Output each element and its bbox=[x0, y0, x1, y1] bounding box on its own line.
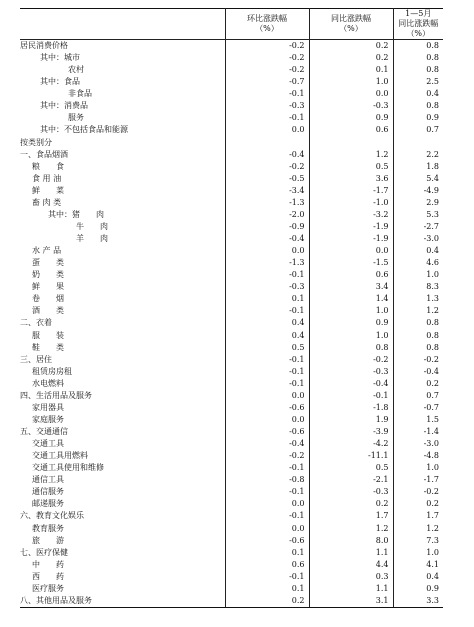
cell-mom: -0.1 bbox=[225, 305, 309, 317]
cell-mom: -0.1 bbox=[225, 354, 309, 366]
cell-yoy: 0.6 bbox=[309, 269, 393, 281]
row-label: 中 药 bbox=[20, 559, 225, 571]
row-label: 租赁房房租 bbox=[20, 366, 225, 378]
cell-yoy: 0.3 bbox=[309, 571, 393, 583]
cell-ytd: 4.1 bbox=[426, 559, 439, 569]
cell-mom: -1.3 bbox=[225, 257, 309, 269]
cell-ytd: 0.7 bbox=[426, 390, 439, 400]
cell-yoy: 0.9 bbox=[309, 317, 393, 329]
row-label: 通信服务 bbox=[20, 486, 225, 498]
cell-ytd: 2.5 bbox=[426, 77, 439, 87]
cell-ytd: -0.2 bbox=[423, 354, 439, 364]
table-row bbox=[20, 595, 443, 608]
table-row bbox=[20, 390, 443, 402]
cell-yoy: 0.0 bbox=[309, 245, 393, 257]
table-row bbox=[20, 293, 443, 305]
cell-yoy: -4.2 bbox=[309, 438, 393, 450]
cell-ytd: -0.7 bbox=[423, 402, 439, 412]
cell-yoy: 0.9 bbox=[309, 112, 393, 124]
cell-yoy: 1.2 bbox=[309, 523, 393, 535]
cell-yoy: 1.0 bbox=[309, 305, 393, 317]
cell-mom: -0.3 bbox=[225, 281, 309, 293]
table-row bbox=[20, 571, 443, 583]
cell-ytd: 8.3 bbox=[426, 282, 439, 292]
cell-ytd: 3.3 bbox=[393, 595, 443, 608]
cell-ytd: 1.0 bbox=[426, 270, 439, 280]
row-label: 西 药 bbox=[20, 571, 225, 583]
table-row bbox=[20, 40, 443, 53]
table-row bbox=[20, 221, 443, 233]
cell-mom bbox=[225, 137, 309, 149]
cell-yoy: 1.7 bbox=[309, 510, 393, 522]
table-row bbox=[20, 257, 443, 269]
cell-ytd: 0.8 bbox=[426, 65, 439, 75]
cell-mom: -0.1 bbox=[225, 366, 309, 378]
table-row bbox=[20, 76, 443, 88]
cpi-table bbox=[20, 8, 443, 608]
cell-mom: -0.2 bbox=[225, 161, 309, 173]
cell-ytd: 0.4 bbox=[426, 246, 439, 256]
table-row bbox=[20, 52, 443, 64]
row-label: 七、医疗保健 bbox=[20, 547, 225, 559]
table-row bbox=[20, 281, 443, 293]
cell-ytd: 1.2 bbox=[426, 306, 439, 316]
cell-mom: 0.1 bbox=[225, 547, 309, 559]
cell-yoy: 0.2 bbox=[309, 498, 393, 510]
table-row bbox=[20, 317, 443, 329]
cell-ytd: 0.8 bbox=[426, 41, 439, 51]
cell-mom: 0.1 bbox=[225, 583, 309, 595]
cell-mom: 0.0 bbox=[225, 390, 309, 402]
row-label: 服 装 bbox=[20, 330, 225, 342]
cell-ytd: 1.2 bbox=[426, 523, 439, 533]
row-label: 水 产 品 bbox=[20, 245, 225, 257]
cell-mom: -0.5 bbox=[225, 173, 309, 185]
cell-yoy: -3.9 bbox=[309, 426, 393, 438]
cell-mom: 0.5 bbox=[225, 342, 309, 354]
cell-yoy: 8.0 bbox=[309, 535, 393, 547]
row-label: 一、食品烟酒 bbox=[20, 149, 225, 161]
cell-mom: 0.6 bbox=[225, 559, 309, 571]
row-label: 八、其他用品及服务 bbox=[20, 595, 225, 608]
cell-ytd: 2.2 bbox=[426, 149, 439, 159]
row-label: 交通工具用燃料 bbox=[20, 450, 225, 462]
table-row bbox=[20, 197, 443, 209]
cell-yoy: 0.0 bbox=[309, 88, 393, 100]
cell-ytd: 4.6 bbox=[426, 258, 439, 268]
cell-yoy: 4.4 bbox=[309, 559, 393, 571]
cell-mom: 0.0 bbox=[225, 414, 309, 426]
row-label: 其中：不包括食品和能源 bbox=[20, 124, 225, 136]
row-label: 鲜 果 bbox=[20, 281, 225, 293]
cell-ytd: 0.8 bbox=[426, 330, 439, 340]
header-category bbox=[20, 9, 225, 40]
table-row bbox=[20, 523, 443, 535]
table-row bbox=[20, 450, 443, 462]
cell-ytd: -1.7 bbox=[423, 475, 439, 485]
row-label: 羊 肉 bbox=[20, 233, 225, 245]
table-row bbox=[20, 438, 443, 450]
cell-mom: -3.4 bbox=[225, 185, 309, 197]
cell-ytd: 1.8 bbox=[426, 161, 439, 171]
table-row bbox=[20, 366, 443, 378]
cell-mom: -0.1 bbox=[225, 510, 309, 522]
cell-mom: 0.4 bbox=[225, 317, 309, 329]
table-row bbox=[20, 330, 443, 342]
header-ytd bbox=[393, 9, 443, 40]
cell-ytd: 0.9 bbox=[426, 583, 439, 593]
table-row bbox=[20, 161, 443, 173]
cell-yoy: -0.1 bbox=[309, 390, 393, 402]
cell-yoy: 1.2 bbox=[309, 149, 393, 161]
cell-yoy bbox=[309, 137, 393, 149]
cell-yoy: -0.3 bbox=[309, 486, 393, 498]
table-row bbox=[20, 535, 443, 547]
header-mom bbox=[225, 9, 309, 40]
cell-yoy: -3.2 bbox=[309, 209, 393, 221]
cell-yoy: -1.0 bbox=[309, 197, 393, 209]
header-ytd-line-1: 1—5月 bbox=[405, 9, 432, 18]
cell-ytd bbox=[393, 137, 443, 149]
table-header-row bbox=[20, 9, 443, 40]
cell-ytd: -4.8 bbox=[423, 451, 439, 461]
table-row bbox=[20, 185, 443, 197]
cell-ytd: 1.0 bbox=[426, 463, 439, 473]
cell-ytd: -2.7 bbox=[423, 221, 439, 231]
cell-ytd: 1.7 bbox=[426, 511, 439, 521]
row-label: 交通工具使用和维修 bbox=[20, 462, 225, 474]
cell-mom: -0.1 bbox=[225, 462, 309, 474]
cell-yoy: -0.3 bbox=[309, 366, 393, 378]
cell-ytd: 0.4 bbox=[426, 571, 439, 581]
cell-yoy: 3.1 bbox=[309, 595, 393, 608]
cell-ytd: 1.3 bbox=[426, 294, 439, 304]
row-label: 通信工具 bbox=[20, 474, 225, 486]
row-label: 三、居住 bbox=[20, 354, 225, 366]
row-label: 其中：消费品 bbox=[20, 100, 225, 112]
cell-ytd: 0.7 bbox=[426, 125, 439, 135]
cell-ytd: 0.9 bbox=[426, 113, 439, 123]
cell-mom: -0.1 bbox=[225, 486, 309, 498]
table-row bbox=[20, 149, 443, 161]
cell-ytd: 1.5 bbox=[426, 414, 439, 424]
row-label: 奶 类 bbox=[20, 269, 225, 281]
table-row bbox=[20, 100, 443, 112]
table-row bbox=[20, 354, 443, 366]
row-label: 水电燃料 bbox=[20, 378, 225, 390]
cell-mom: -0.6 bbox=[225, 402, 309, 414]
table-row bbox=[20, 112, 443, 124]
cell-ytd: 1.0 bbox=[426, 547, 439, 557]
cell-yoy: -1.9 bbox=[309, 221, 393, 233]
cell-mom: 0.0 bbox=[225, 523, 309, 535]
cell-yoy: -1.8 bbox=[309, 402, 393, 414]
row-label: 其中：食品 bbox=[20, 76, 225, 88]
cpi-table-container bbox=[20, 8, 443, 608]
table-row bbox=[20, 269, 443, 281]
cell-mom: 0.0 bbox=[225, 124, 309, 136]
table-row bbox=[20, 305, 443, 317]
row-label: 牛 肉 bbox=[20, 221, 225, 233]
cell-ytd: 2.9 bbox=[426, 197, 439, 207]
cell-mom: -0.4 bbox=[225, 233, 309, 245]
table-row bbox=[20, 426, 443, 438]
cell-ytd: -1.4 bbox=[423, 427, 439, 437]
cell-mom: -1.3 bbox=[225, 197, 309, 209]
row-label: 教育服务 bbox=[20, 523, 225, 535]
cell-yoy: -11.1 bbox=[309, 450, 393, 462]
table-row bbox=[20, 559, 443, 571]
cell-mom: -0.1 bbox=[225, 378, 309, 390]
row-label: 畜 肉 类 bbox=[20, 197, 225, 209]
table-row bbox=[20, 486, 443, 498]
cell-mom: -0.2 bbox=[225, 64, 309, 76]
cell-ytd: 5.3 bbox=[426, 209, 439, 219]
cell-mom: -0.3 bbox=[225, 100, 309, 112]
table-row bbox=[20, 342, 443, 354]
cell-mom: 0.4 bbox=[225, 330, 309, 342]
cell-ytd: 5.4 bbox=[426, 173, 439, 183]
table-row bbox=[20, 124, 443, 136]
table-row bbox=[20, 209, 443, 221]
row-label: 农村 bbox=[20, 64, 225, 76]
cell-ytd: 0.4 bbox=[426, 89, 439, 99]
row-label: 服务 bbox=[20, 112, 225, 124]
row-label: 居民消费价格 bbox=[20, 40, 225, 53]
row-label: 非食品 bbox=[20, 88, 225, 100]
table-row bbox=[20, 64, 443, 76]
cell-ytd: 7.3 bbox=[426, 535, 439, 545]
cell-mom: 0.0 bbox=[225, 245, 309, 257]
cell-yoy: 1.0 bbox=[309, 330, 393, 342]
table-row bbox=[20, 510, 443, 522]
cell-ytd: -3.0 bbox=[423, 439, 439, 449]
row-label: 食 用 油 bbox=[20, 173, 225, 185]
cell-ytd: 0.8 bbox=[426, 101, 439, 111]
table-row bbox=[20, 233, 443, 245]
row-label: 鲜 菜 bbox=[20, 185, 225, 197]
cell-ytd: -0.4 bbox=[423, 366, 439, 376]
cell-mom: -0.4 bbox=[225, 149, 309, 161]
cell-ytd: -3.0 bbox=[423, 234, 439, 244]
cell-yoy: 3.6 bbox=[309, 173, 393, 185]
header-yoy-line-2: （%） bbox=[339, 24, 363, 33]
cell-mom: -0.8 bbox=[225, 474, 309, 486]
cell-yoy: 1.4 bbox=[309, 293, 393, 305]
row-label: 蛋 类 bbox=[20, 257, 225, 269]
cell-yoy: 1.9 bbox=[309, 414, 393, 426]
cell-mom: 0.2 bbox=[225, 595, 309, 608]
cell-yoy: -1.7 bbox=[309, 185, 393, 197]
row-label: 卷 烟 bbox=[20, 293, 225, 305]
cell-mom: -0.1 bbox=[225, 269, 309, 281]
row-label: 旅 游 bbox=[20, 535, 225, 547]
table-row bbox=[20, 462, 443, 474]
cell-ytd: 0.8 bbox=[426, 342, 439, 352]
table-row bbox=[20, 474, 443, 486]
header-ytd-line-2: 同比涨跌幅 bbox=[398, 19, 439, 28]
table-row bbox=[20, 137, 443, 149]
cell-yoy: -1.5 bbox=[309, 257, 393, 269]
cell-yoy: -0.2 bbox=[309, 354, 393, 366]
cell-yoy: 0.1 bbox=[309, 64, 393, 76]
table-row bbox=[20, 583, 443, 595]
cell-ytd: -0.2 bbox=[423, 487, 439, 497]
row-label: 家庭服务 bbox=[20, 414, 225, 426]
table-row bbox=[20, 547, 443, 559]
cell-mom: -0.6 bbox=[225, 426, 309, 438]
cell-yoy: 1.1 bbox=[309, 547, 393, 559]
table-row bbox=[20, 402, 443, 414]
cell-mom: -0.1 bbox=[225, 112, 309, 124]
cell-yoy: 1.0 bbox=[309, 76, 393, 88]
row-label: 二、衣着 bbox=[20, 317, 225, 329]
table-row bbox=[20, 245, 443, 257]
row-label: 鞋 类 bbox=[20, 342, 225, 354]
cell-yoy: 0.2 bbox=[309, 52, 393, 64]
header-yoy bbox=[309, 9, 393, 40]
cell-yoy: -2.1 bbox=[309, 474, 393, 486]
table-row bbox=[20, 498, 443, 510]
cell-ytd: -4.9 bbox=[423, 185, 439, 195]
cell-yoy: -0.4 bbox=[309, 378, 393, 390]
table-row bbox=[20, 173, 443, 185]
table-row bbox=[20, 378, 443, 390]
table-row bbox=[20, 414, 443, 426]
row-label: 酒 类 bbox=[20, 305, 225, 317]
cell-mom: -0.2 bbox=[225, 40, 309, 53]
row-label: 粮 食 bbox=[20, 161, 225, 173]
cell-mom: -0.6 bbox=[225, 535, 309, 547]
header-mom-line-1: 环比涨跌幅 bbox=[247, 14, 287, 23]
cell-mom: -0.2 bbox=[225, 450, 309, 462]
cell-ytd: 0.8 bbox=[426, 318, 439, 328]
cell-mom: -2.0 bbox=[225, 209, 309, 221]
cell-mom: -0.1 bbox=[225, 88, 309, 100]
cell-ytd: 0.8 bbox=[426, 53, 439, 63]
row-label: 邮递服务 bbox=[20, 498, 225, 510]
cell-ytd: 0.2 bbox=[426, 499, 439, 509]
cell-mom: -0.2 bbox=[225, 52, 309, 64]
row-label: 按类别分 bbox=[20, 137, 225, 149]
cell-yoy: 3.4 bbox=[309, 281, 393, 293]
row-label: 六、教育文化娱乐 bbox=[20, 510, 225, 522]
row-label: 医疗服务 bbox=[20, 583, 225, 595]
row-label: 五、交通通信 bbox=[20, 426, 225, 438]
cell-yoy: -0.3 bbox=[309, 100, 393, 112]
table-row bbox=[20, 88, 443, 100]
cell-mom: -0.9 bbox=[225, 221, 309, 233]
row-label: 其中：猪 肉 bbox=[20, 209, 225, 221]
cell-yoy: -1.9 bbox=[309, 233, 393, 245]
header-yoy-line-1: 同比涨跌幅 bbox=[331, 14, 371, 23]
cell-mom: -0.1 bbox=[225, 571, 309, 583]
cell-yoy: 0.5 bbox=[309, 462, 393, 474]
row-label: 其中：城市 bbox=[20, 52, 225, 64]
cell-yoy: 0.2 bbox=[309, 40, 393, 53]
cell-yoy: 0.5 bbox=[309, 161, 393, 173]
cell-yoy: 0.6 bbox=[309, 124, 393, 136]
cell-yoy: 1.1 bbox=[309, 583, 393, 595]
cell-yoy: 0.8 bbox=[309, 342, 393, 354]
row-label: 交通工具 bbox=[20, 438, 225, 450]
cell-mom: 0.0 bbox=[225, 498, 309, 510]
cell-mom: 0.1 bbox=[225, 293, 309, 305]
cell-mom: -0.7 bbox=[225, 76, 309, 88]
row-label: 家用器具 bbox=[20, 402, 225, 414]
cell-mom: -0.4 bbox=[225, 438, 309, 450]
row-label: 四、生活用品及服务 bbox=[20, 390, 225, 402]
cell-ytd: 0.2 bbox=[426, 378, 439, 388]
table-body bbox=[20, 40, 443, 608]
header-ytd-line-3: （%） bbox=[406, 29, 431, 38]
header-mom-line-2: （%） bbox=[255, 24, 279, 33]
